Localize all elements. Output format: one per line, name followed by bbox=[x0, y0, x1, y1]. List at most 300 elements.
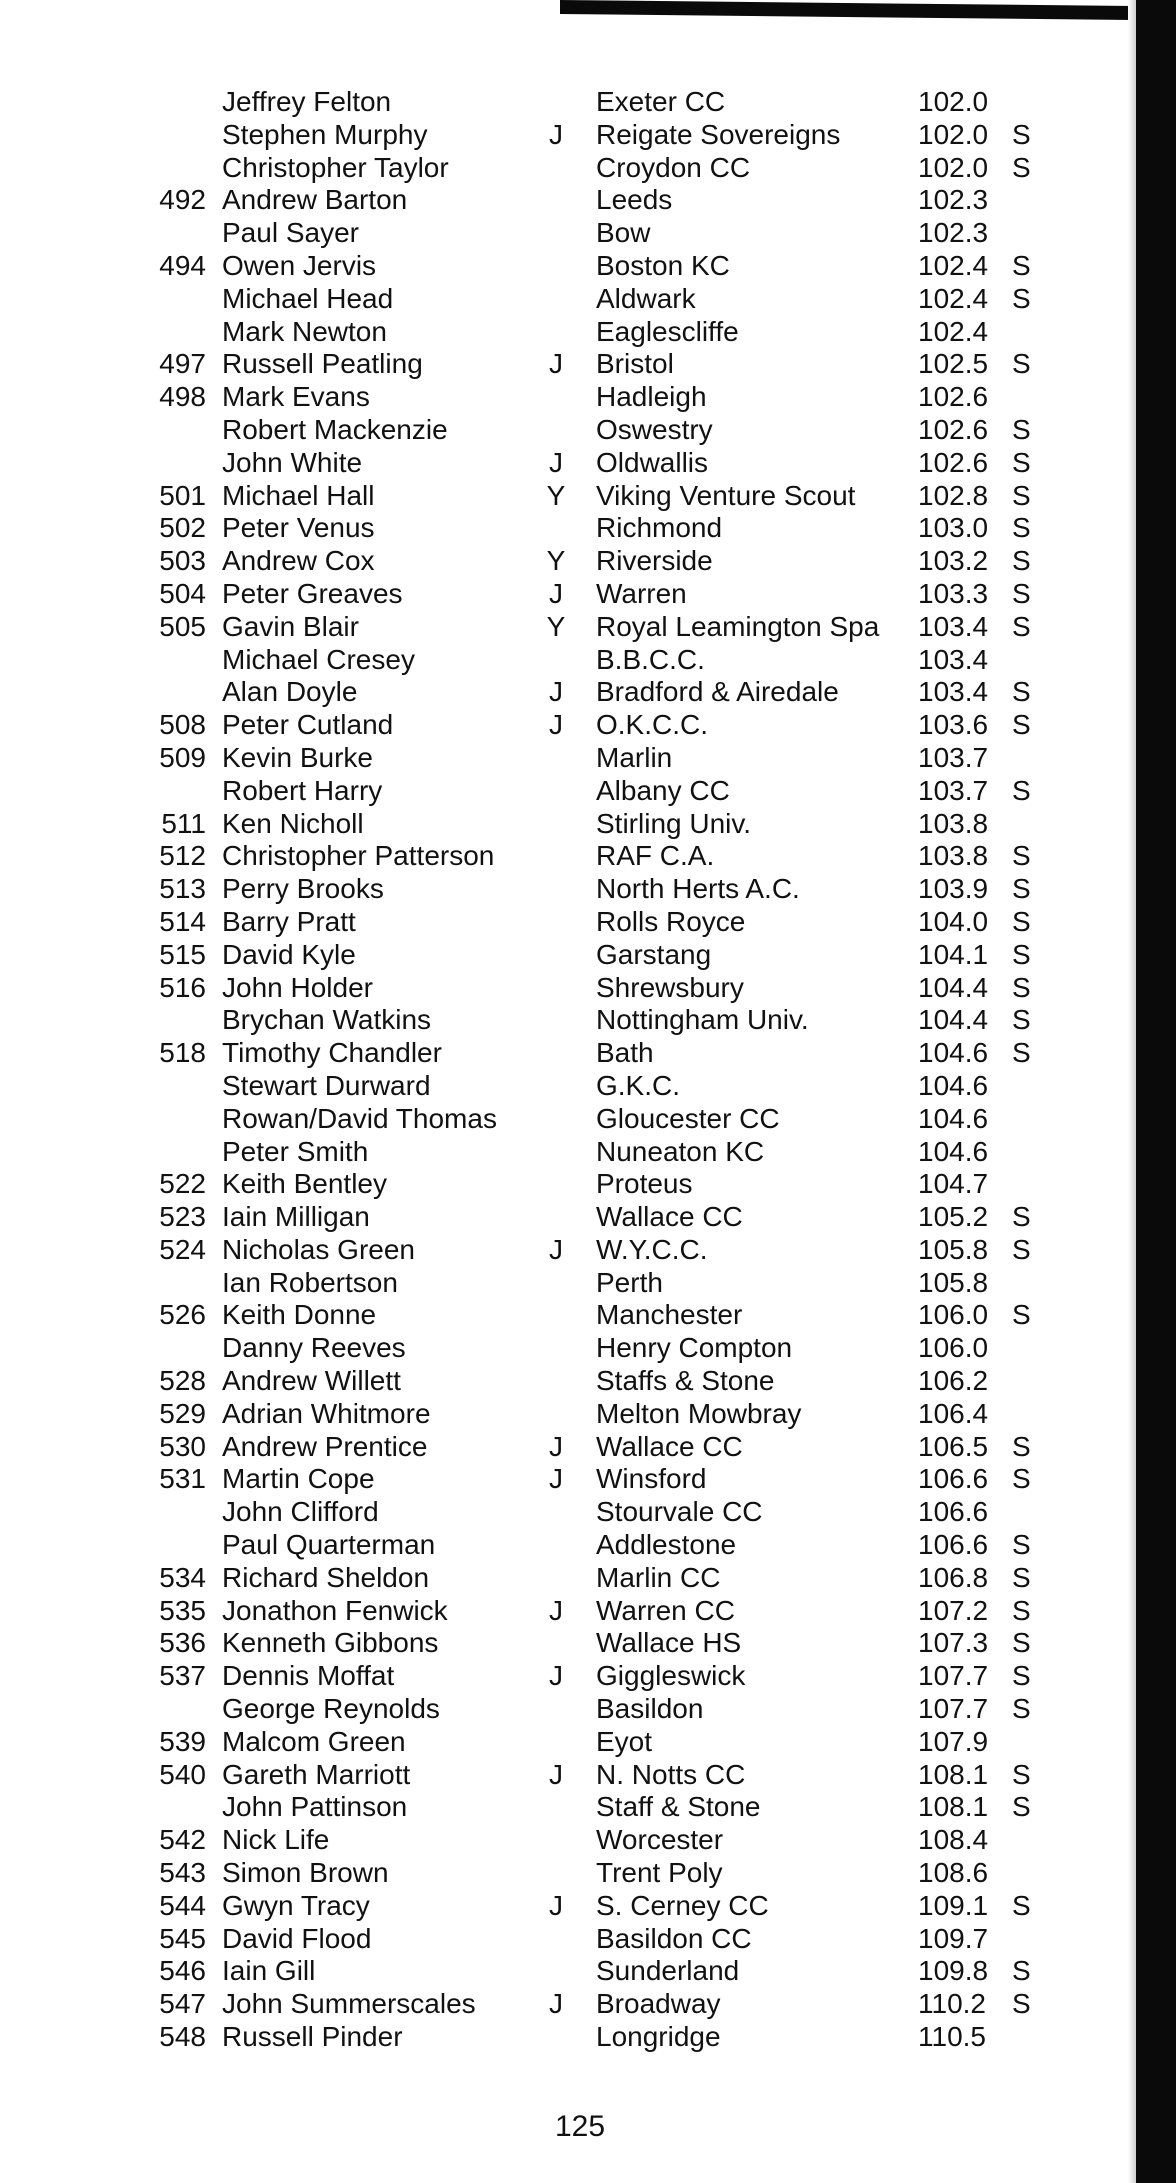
position-number: 542 bbox=[159, 1824, 206, 1856]
club-name: Warren bbox=[596, 577, 687, 609]
category-code: J bbox=[549, 1430, 563, 1462]
club-name: Gloucester CC bbox=[596, 1102, 780, 1134]
competitor-name: John Pattinson bbox=[222, 1791, 408, 1823]
club-name: Wallace HS bbox=[596, 1627, 742, 1659]
position-number: 534 bbox=[159, 1561, 206, 1593]
club-name: RAF C.A. bbox=[596, 840, 715, 872]
competitor-name: Michael Cresey bbox=[222, 643, 415, 675]
club-name: Stirling Univ. bbox=[596, 807, 752, 839]
category-code: J bbox=[549, 446, 563, 478]
result-row bbox=[0, 1824, 1176, 1857]
result-row bbox=[0, 840, 1176, 873]
position-number: 536 bbox=[159, 1627, 206, 1659]
result-row bbox=[0, 1496, 1176, 1529]
result-time: 106.4 bbox=[918, 1397, 989, 1429]
result-time: 103.4 bbox=[918, 643, 989, 675]
competitor-name: Richard Sheldon bbox=[222, 1561, 430, 1593]
result-time: 106.8 bbox=[918, 1561, 989, 1593]
s-marker: S bbox=[1012, 1529, 1031, 1561]
result-time: 103.4 bbox=[918, 610, 989, 642]
result-time: 102.4 bbox=[918, 282, 989, 314]
result-time: 110.2 bbox=[918, 1988, 986, 2020]
result-time: 104.6 bbox=[918, 1102, 989, 1134]
competitor-name: Ken Nicholl bbox=[222, 807, 364, 839]
club-name: Shrewsbury bbox=[596, 971, 744, 1003]
result-time: 103.3 bbox=[918, 577, 989, 609]
result-time: 106.0 bbox=[918, 1332, 989, 1364]
competitor-name: Jeffrey Felton bbox=[222, 86, 392, 117]
s-marker: S bbox=[1012, 1233, 1031, 1265]
result-row bbox=[0, 184, 1176, 217]
competitor-name: Gwyn Tracy bbox=[222, 1889, 370, 1921]
position-number: 512 bbox=[159, 840, 206, 872]
s-marker: S bbox=[1012, 873, 1031, 905]
s-marker: S bbox=[1012, 118, 1031, 150]
position-number: 531 bbox=[159, 1463, 206, 1495]
competitor-name: Iain Milligan bbox=[222, 1201, 370, 1233]
result-time: 108.6 bbox=[918, 1857, 989, 1889]
competitor-name: Russell Peatling bbox=[222, 348, 423, 380]
page-edge-shadow-top bbox=[560, 0, 1176, 20]
result-row bbox=[0, 2021, 1176, 2054]
s-marker: S bbox=[1012, 1660, 1031, 1692]
s-marker: S bbox=[1012, 774, 1031, 806]
result-row bbox=[0, 119, 1176, 152]
result-row bbox=[0, 808, 1176, 841]
s-marker: S bbox=[1012, 1693, 1031, 1725]
result-row bbox=[0, 545, 1176, 578]
club-name: Bow bbox=[596, 217, 651, 249]
result-time: 102.6 bbox=[918, 413, 989, 445]
result-row bbox=[0, 1791, 1176, 1824]
category-code: J bbox=[549, 1463, 563, 1495]
club-name: Hadleigh bbox=[596, 381, 707, 413]
s-marker: S bbox=[1012, 1988, 1031, 2020]
competitor-name: Keith Donne bbox=[222, 1299, 377, 1331]
result-row bbox=[0, 1627, 1176, 1660]
club-name: Wallace CC bbox=[596, 1201, 743, 1233]
position-number: 513 bbox=[159, 873, 206, 905]
result-time: 103.4 bbox=[918, 676, 989, 708]
position-number: 535 bbox=[159, 1594, 206, 1626]
club-name: Sunderland bbox=[596, 1955, 740, 1987]
result-time: 108.1 bbox=[918, 1758, 989, 1790]
competitor-name: Peter Smith bbox=[222, 1135, 369, 1167]
competitor-name: Martin Cope bbox=[222, 1463, 375, 1495]
result-time: 102.0 bbox=[918, 86, 989, 117]
competitor-name: Rowan/David Thomas bbox=[222, 1102, 497, 1134]
club-name: Leeds bbox=[596, 184, 673, 216]
s-marker: S bbox=[1012, 1758, 1031, 1790]
competitor-name: Russell Pinder bbox=[222, 2021, 403, 2053]
result-time: 102.0 bbox=[918, 118, 989, 150]
position-number: 529 bbox=[159, 1397, 206, 1429]
competitor-name: Timothy Chandler bbox=[222, 1037, 442, 1069]
club-name: Marlin CC bbox=[596, 1561, 721, 1593]
club-name: Bristol bbox=[596, 348, 674, 380]
result-row bbox=[0, 1857, 1176, 1890]
result-time: 106.0 bbox=[918, 1299, 989, 1331]
result-time: 109.1 bbox=[918, 1889, 989, 1921]
club-name: Nottingham Univ. bbox=[596, 1004, 809, 1036]
club-name: Eaglescliffe bbox=[596, 315, 739, 347]
result-time: 109.7 bbox=[918, 1922, 989, 1954]
competitor-name: Robert Harry bbox=[222, 774, 383, 806]
result-row bbox=[0, 1562, 1176, 1595]
competitor-name: Owen Jervis bbox=[222, 249, 377, 281]
position-number: 546 bbox=[159, 1955, 206, 1987]
s-marker: S bbox=[1012, 249, 1031, 281]
result-row bbox=[0, 250, 1176, 283]
result-row bbox=[0, 1037, 1176, 1070]
competitor-name: Stewart Durward bbox=[222, 1069, 431, 1101]
result-row bbox=[0, 1168, 1176, 1201]
competitor-name: John Summerscales bbox=[222, 1988, 476, 2020]
competitor-name: Andrew Cox bbox=[222, 545, 375, 577]
position-number: 522 bbox=[159, 1168, 206, 1200]
competitor-name: Stephen Murphy bbox=[222, 118, 428, 150]
club-name: Oswestry bbox=[596, 413, 713, 445]
competitor-name: John White bbox=[222, 446, 363, 478]
position-number: 515 bbox=[159, 938, 206, 970]
club-name: O.K.C.C. bbox=[596, 709, 709, 741]
position-number: 548 bbox=[159, 2021, 206, 2053]
result-row bbox=[0, 1660, 1176, 1693]
result-time: 105.8 bbox=[918, 1266, 989, 1298]
s-marker: S bbox=[1012, 446, 1031, 478]
competitor-name: Michael Hall bbox=[222, 479, 375, 511]
club-name: Perth bbox=[596, 1266, 663, 1298]
result-time: 103.8 bbox=[918, 840, 989, 872]
s-marker: S bbox=[1012, 577, 1031, 609]
result-row bbox=[0, 1726, 1176, 1759]
result-time: 102.5 bbox=[918, 348, 989, 380]
s-marker: S bbox=[1012, 676, 1031, 708]
result-time: 107.2 bbox=[918, 1594, 989, 1626]
result-time: 106.6 bbox=[918, 1529, 989, 1561]
club-name: Croydon CC bbox=[596, 151, 751, 183]
competitor-name: Andrew Barton bbox=[222, 184, 408, 216]
result-row bbox=[0, 1234, 1176, 1267]
position-number: 537 bbox=[159, 1660, 206, 1692]
competitor-name: Perry Brooks bbox=[222, 873, 384, 905]
result-row bbox=[0, 1267, 1176, 1300]
position-number: 528 bbox=[159, 1365, 206, 1397]
result-time: 103.6 bbox=[918, 709, 989, 741]
competitor-name: Gareth Marriott bbox=[222, 1758, 411, 1790]
s-marker: S bbox=[1012, 1791, 1031, 1823]
s-marker: S bbox=[1012, 1561, 1031, 1593]
s-marker: S bbox=[1012, 1201, 1031, 1233]
result-time: 105.2 bbox=[918, 1201, 989, 1233]
club-name: Eyot bbox=[596, 1725, 653, 1757]
result-time: 106.6 bbox=[918, 1463, 989, 1495]
category-code: J bbox=[549, 118, 563, 150]
club-name: Albany CC bbox=[596, 774, 730, 806]
category-code: J bbox=[549, 676, 563, 708]
club-name: Giggleswick bbox=[596, 1660, 746, 1692]
competitor-name: Barry Pratt bbox=[222, 905, 356, 937]
club-name: Henry Compton bbox=[596, 1332, 793, 1364]
result-time: 106.6 bbox=[918, 1496, 989, 1528]
result-time: 108.4 bbox=[918, 1824, 989, 1856]
result-row bbox=[0, 1529, 1176, 1562]
club-name: Richmond bbox=[596, 512, 723, 544]
competitor-name: Michael Head bbox=[222, 282, 394, 314]
result-row bbox=[0, 1004, 1176, 1037]
club-name: Basildon bbox=[596, 1693, 704, 1725]
club-name: Melton Mowbray bbox=[596, 1397, 802, 1429]
position-number: 523 bbox=[159, 1201, 206, 1233]
position-number: 524 bbox=[159, 1233, 206, 1265]
position-number: 516 bbox=[159, 971, 206, 1003]
result-row bbox=[0, 1923, 1176, 1956]
club-name: Riverside bbox=[596, 545, 713, 577]
s-marker: S bbox=[1012, 545, 1031, 577]
competitor-name: Nicholas Green bbox=[222, 1233, 415, 1265]
competitor-name: Simon Brown bbox=[222, 1857, 389, 1889]
club-name: S. Cerney CC bbox=[596, 1889, 769, 1921]
s-marker: S bbox=[1012, 1627, 1031, 1659]
competitor-name: David Flood bbox=[222, 1922, 372, 1954]
result-time: 106.2 bbox=[918, 1365, 989, 1397]
result-time: 102.4 bbox=[918, 315, 989, 347]
competitor-name: John Holder bbox=[222, 971, 373, 1003]
competitor-name: Peter Greaves bbox=[222, 577, 403, 609]
category-code: J bbox=[549, 1758, 563, 1790]
category-code: J bbox=[549, 709, 563, 741]
result-time: 102.3 bbox=[918, 184, 989, 216]
result-row bbox=[0, 447, 1176, 480]
club-name: Exeter CC bbox=[596, 86, 726, 117]
club-name: Trent Poly bbox=[596, 1857, 723, 1889]
position-number: 545 bbox=[159, 1922, 206, 1954]
s-marker: S bbox=[1012, 938, 1031, 970]
competitor-name: Peter Venus bbox=[222, 512, 375, 544]
competitor-name: Christopher Patterson bbox=[222, 840, 495, 872]
competitor-name: Andrew Prentice bbox=[222, 1430, 428, 1462]
result-time: 103.9 bbox=[918, 873, 989, 905]
result-row bbox=[0, 1595, 1176, 1628]
s-marker: S bbox=[1012, 905, 1031, 937]
club-name: Aldwark bbox=[596, 282, 696, 314]
competitor-name: Malcom Green bbox=[222, 1725, 406, 1757]
club-name: Royal Leamington Spa bbox=[596, 610, 880, 642]
s-marker: S bbox=[1012, 840, 1031, 872]
position-number: 492 bbox=[159, 184, 206, 216]
competitor-name: Paul Quarterman bbox=[222, 1529, 436, 1561]
category-code: J bbox=[549, 1594, 563, 1626]
s-marker: S bbox=[1012, 1004, 1031, 1036]
category-code: Y bbox=[546, 545, 566, 577]
club-name: B.B.C.C. bbox=[596, 643, 705, 675]
result-row bbox=[0, 283, 1176, 316]
club-name: G.K.C. bbox=[596, 1069, 681, 1101]
competitor-name: Gavin Blair bbox=[222, 610, 359, 642]
category-code: J bbox=[549, 1233, 563, 1265]
result-row bbox=[0, 742, 1176, 775]
competitor-name: Brychan Watkins bbox=[222, 1004, 432, 1036]
result-row bbox=[0, 676, 1176, 709]
result-row bbox=[0, 906, 1176, 939]
result-row bbox=[0, 1955, 1176, 1988]
result-row bbox=[0, 972, 1176, 1005]
club-name: Viking Venture Scout bbox=[596, 479, 856, 511]
club-name: Longridge bbox=[596, 2021, 721, 2053]
category-code: J bbox=[549, 1660, 563, 1692]
result-row bbox=[0, 381, 1176, 414]
result-row bbox=[0, 217, 1176, 250]
competitor-name: Keith Bentley bbox=[222, 1168, 387, 1200]
s-marker: S bbox=[1012, 1955, 1031, 1987]
result-time: 102.6 bbox=[918, 446, 989, 478]
result-time: 106.5 bbox=[918, 1430, 989, 1462]
result-time: 103.7 bbox=[918, 774, 989, 806]
result-time: 103.0 bbox=[918, 512, 989, 544]
result-time: 107.9 bbox=[918, 1725, 989, 1757]
s-marker: S bbox=[1012, 512, 1031, 544]
club-name: Worcester bbox=[596, 1824, 724, 1856]
page-number: 125 bbox=[554, 2110, 606, 2143]
result-time: 103.8 bbox=[918, 807, 989, 839]
result-time: 104.7 bbox=[918, 1168, 989, 1200]
position-number: 505 bbox=[159, 610, 206, 642]
competitor-name: Paul Sayer bbox=[222, 217, 359, 249]
competitor-name: David Kyle bbox=[222, 938, 356, 970]
s-marker: S bbox=[1012, 1463, 1031, 1495]
position-number: 504 bbox=[159, 577, 206, 609]
results-list bbox=[0, 86, 1176, 2054]
club-name: Nuneaton KC bbox=[596, 1135, 765, 1167]
club-name: Proteus bbox=[596, 1168, 693, 1200]
position-number: 543 bbox=[159, 1857, 206, 1889]
position-number: 511 bbox=[161, 807, 206, 839]
result-row bbox=[0, 152, 1176, 185]
club-name: Rolls Royce bbox=[596, 905, 746, 937]
result-row bbox=[0, 86, 1176, 119]
result-row bbox=[0, 1201, 1176, 1234]
result-row bbox=[0, 1463, 1176, 1496]
competitor-name: George Reynolds bbox=[222, 1693, 440, 1725]
result-row bbox=[0, 1070, 1176, 1103]
competitor-name: Nick Life bbox=[222, 1824, 330, 1856]
competitor-name: Iain Gill bbox=[222, 1955, 316, 1987]
s-marker: S bbox=[1012, 1594, 1031, 1626]
s-marker: S bbox=[1012, 348, 1031, 380]
category-code: J bbox=[549, 1988, 563, 2020]
result-row bbox=[0, 1136, 1176, 1169]
club-name: Wallace CC bbox=[596, 1430, 743, 1462]
competitor-name: Peter Cutland bbox=[222, 709, 394, 741]
club-name: Boston KC bbox=[596, 249, 730, 281]
result-row bbox=[0, 709, 1176, 742]
result-time: 104.4 bbox=[918, 971, 989, 1003]
result-time: 104.6 bbox=[918, 1069, 989, 1101]
s-marker: S bbox=[1012, 413, 1031, 445]
position-number: 544 bbox=[159, 1889, 206, 1921]
position-number: 526 bbox=[159, 1299, 206, 1331]
position-number: 503 bbox=[159, 545, 206, 577]
s-marker: S bbox=[1012, 479, 1031, 511]
result-row bbox=[0, 414, 1176, 447]
s-marker: S bbox=[1012, 1299, 1031, 1331]
club-name: Garstang bbox=[596, 938, 712, 970]
s-marker: S bbox=[1012, 282, 1031, 314]
result-time: 104.6 bbox=[918, 1135, 989, 1167]
s-marker: S bbox=[1012, 1430, 1031, 1462]
s-marker: S bbox=[1012, 610, 1031, 642]
competitor-name: Mark Newton bbox=[222, 315, 387, 347]
position-number: 508 bbox=[159, 709, 206, 741]
result-row bbox=[0, 348, 1176, 381]
club-name: North Herts A.C. bbox=[596, 873, 800, 905]
club-name: Broadway bbox=[596, 1988, 721, 2020]
s-marker: S bbox=[1012, 1037, 1031, 1069]
result-time: 102.0 bbox=[918, 151, 989, 183]
competitor-name: John Clifford bbox=[222, 1496, 379, 1528]
position-number: 497 bbox=[159, 348, 206, 380]
category-code: Y bbox=[546, 479, 566, 511]
club-name: Reigate Sovereigns bbox=[596, 118, 841, 150]
competitor-name: Kevin Burke bbox=[222, 741, 373, 773]
club-name: Staffs & Stone bbox=[596, 1365, 775, 1397]
result-row bbox=[0, 1398, 1176, 1431]
club-name: Winsford bbox=[596, 1463, 707, 1495]
result-time: 109.8 bbox=[918, 1955, 989, 1987]
result-row bbox=[0, 512, 1176, 545]
category-code: J bbox=[549, 577, 563, 609]
position-number: 539 bbox=[159, 1725, 206, 1757]
competitor-name: Christopher Taylor bbox=[222, 151, 449, 183]
competitor-name: Andrew Willett bbox=[222, 1365, 401, 1397]
category-code: Y bbox=[546, 610, 566, 642]
club-name: Bath bbox=[596, 1037, 654, 1069]
club-name: Manchester bbox=[596, 1299, 743, 1331]
result-row bbox=[0, 644, 1176, 677]
result-row bbox=[0, 1693, 1176, 1726]
result-time: 105.8 bbox=[918, 1233, 989, 1265]
result-time: 104.4 bbox=[918, 1004, 989, 1036]
result-row bbox=[0, 1431, 1176, 1464]
result-row bbox=[0, 1103, 1176, 1136]
result-row bbox=[0, 578, 1176, 611]
result-row bbox=[0, 873, 1176, 906]
result-row bbox=[0, 775, 1176, 808]
result-time: 107.7 bbox=[918, 1660, 989, 1692]
result-time: 108.1 bbox=[918, 1791, 989, 1823]
competitor-name: Dennis Moffat bbox=[222, 1660, 395, 1692]
result-time: 103.2 bbox=[918, 545, 989, 577]
competitor-name: Robert Mackenzie bbox=[222, 413, 448, 445]
club-name: Staff & Stone bbox=[596, 1791, 761, 1823]
position-number: 502 bbox=[159, 512, 206, 544]
club-name: Oldwallis bbox=[596, 446, 709, 478]
position-number: 540 bbox=[159, 1758, 206, 1790]
position-number: 514 bbox=[159, 905, 206, 937]
s-marker: S bbox=[1012, 971, 1031, 1003]
position-number: 501 bbox=[159, 479, 206, 511]
result-row bbox=[0, 316, 1176, 349]
result-time: 104.0 bbox=[918, 905, 989, 937]
result-row bbox=[0, 1365, 1176, 1398]
result-time: 104.6 bbox=[918, 1037, 989, 1069]
competitor-name: Adrian Whitmore bbox=[222, 1397, 431, 1429]
position-number: 509 bbox=[159, 741, 206, 773]
competitor-name: Danny Reeves bbox=[222, 1332, 406, 1364]
club-name: Warren CC bbox=[596, 1594, 735, 1626]
result-time: 102.4 bbox=[918, 249, 989, 281]
competitor-name: Alan Doyle bbox=[222, 676, 358, 708]
